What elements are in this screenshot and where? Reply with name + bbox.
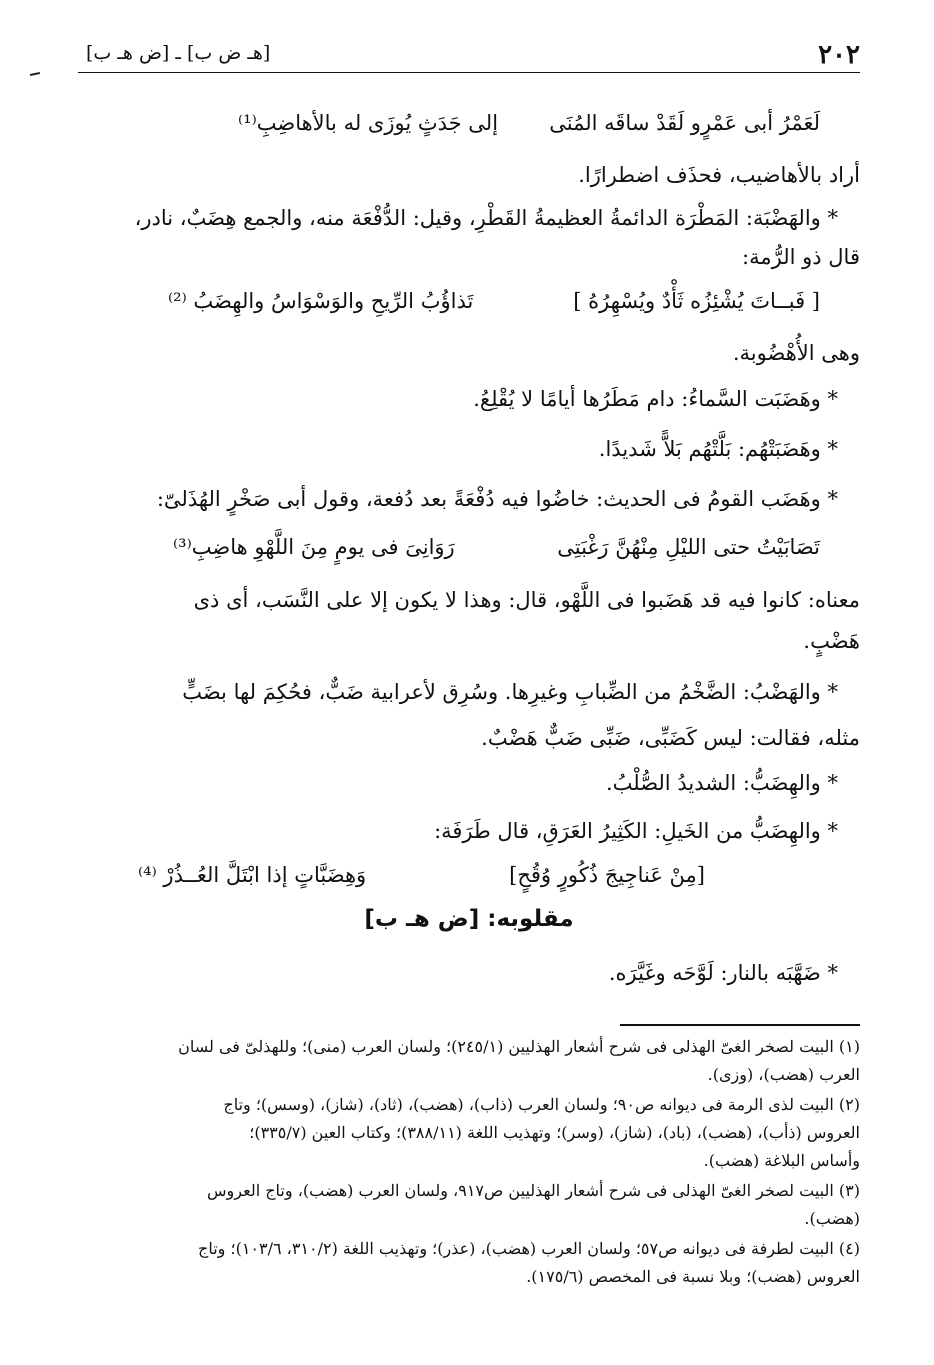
text-line: أراد بالأهاضيب، فحذَف اضطرارًا. [578, 163, 860, 187]
margin-mark [30, 72, 40, 76]
verse-3-second-half: رَوَانِىَ فى يومٍ مِنَ اللَّهْوِ هاضِبِ⁽³⁾ [173, 535, 455, 559]
verse-2-second-half: تَذاؤُبُ الرِّيحِ والوَسْوَاسُ والهِضَبُ ⁽²⁾ [168, 289, 474, 313]
footnote-line: العروس (ذأب)، (هضب)، (باد)، (شاز)، (وسر)؛ وتهذيب اللغة (٣٨٨/١١)؛ وكتاب العين (٣٣٥/٧)؛ [249, 1123, 860, 1142]
text-line: * ضَهَّبَه بالنار: لَوَّحَه وغَيَّرَه. [608, 961, 838, 985]
verse-2-first-half: [ فَبــاتَ يُشْئِزُه ثَأْدٌ ويُسْهِرُهُ ] [573, 289, 820, 313]
footnote-line: (٤) البيت لطرفة فى ديوانه ص٥٧؛ ولسان العرب (هضب)، (عذر)؛ وتهذيب اللغة (٣١٠/٢، ١٠٣/٦)؛ وتاج [198, 1239, 860, 1258]
footnote-line: (١) البيت لصخر الغىّ الهذلى فى شرح أشعار الهذليين (٢٤٥/١)؛ ولسان العرب (منى)؛ وللهذلىّ فى لسان [178, 1037, 860, 1056]
verse-4-first-half: [مِنْ عَناجِيجَ ذُكُورٍ وُقُحٍ] [509, 863, 705, 887]
text-line: * والهِضَبُّ من الخَيلِ: الكَثِيرُ العَرَقِ، قال طَرَفَة: [434, 819, 838, 843]
text-line: مثله، فقالت: ليس كَضَبِّى، ضَبِّى ضَبٌّ هَضْبٌ. [481, 726, 860, 750]
verse-1-second-half: إلى جَدَثٍ يُوزَى له بالأهاضِبِ⁽¹⁾ [238, 111, 499, 135]
text-line: * والهَضْبَة: المَطْرَة الدائمةُ العظيمةُ القَطْرِ، وقيل: الدُّفْعَة منه، والجمع هِضَبٌ، نادر، [134, 206, 838, 230]
footnote-line: العرب (هضب)، (وزى). [707, 1065, 860, 1084]
text-line: * والهِضَبُّ: الشديدُ الصُّلْبُ. [605, 771, 838, 795]
book-page [78, 28, 860, 1338]
verse-4-second-half: وَهِضَبَّاتٍ إذا ابْتَلَّ العُــذُرْ ⁽⁴⁾ [138, 863, 367, 887]
footnote-divider [620, 1024, 860, 1026]
text-line: هَضْبٍ. [803, 629, 860, 653]
footnote-line: (هضب). [804, 1209, 860, 1228]
page-number: ٢٠٢ [818, 40, 860, 70]
section-heading: مقلوبه: [ض هـ ب] [364, 906, 574, 932]
text-line: وهى الأُهْضُوبة. [732, 341, 860, 365]
text-line: * وهَضَبَتْهُم: بَلَّتْهُم بَلاًّ شَديدًا. [598, 437, 838, 461]
footnote-line: العروس (هضب)؛ وبلا نسبة فى المخصص (١٧٥/٦). [526, 1267, 860, 1286]
footnote-line: وأساس البلاغة (هضب). [703, 1151, 860, 1170]
text-line: معناه: كانوا فيه قد هَضَبوا فى اللَّهْو، قال: وهذا لا يكون إلا على النَّسَب، أى ذى [193, 588, 860, 612]
footnote-line: (٢) البيت لذى الرمة فى ديوانه ص٩٠؛ ولسان العرب (ذاب)، (هضب)، (ثاد)، (شاز)، (وسس)؛ وتاج [223, 1095, 860, 1114]
section-tag: [هـ ض ب] ـ [ض هـ ب] [86, 42, 271, 64]
footnote-line: (٣) البيت لصخر الغىّ الهذلى فى شرح أشعار الهذليين ص٩١٧، ولسان العرب (هضب)، وتاج العروس [207, 1181, 860, 1200]
verse-1-first-half: لَعَمْرُ أبى عَمْرٍو لَقَدْ ساقَه المُنَى [549, 111, 820, 135]
text-line: * وهَضَبَت السَّماءُ: دام مَطَرُها أيامًا لا يُقْلِعُ. [473, 387, 838, 411]
text-line: قال ذو الرُّمة: [742, 245, 860, 269]
text-line: * وهَضَب القومُ فى الحديث: خاضُوا فيه دُفْعَةً بعد دُفعة، وقول أبى صَخْرٍ الهُذَلىّ: [156, 487, 838, 511]
verse-3-first-half: تَصَابَيْتُ حتى الليْلِ مِنْهُنَّ رَغْبَتِى [557, 535, 820, 559]
page-header [78, 38, 860, 73]
text-line: * والهَضْبُ: الضَّخْمُ من الضِّبابِ وغيرِها. وسُرِق لأعرابية ضَبٌّ، فحُكِمَ لها بضَبٍّ [182, 680, 838, 704]
